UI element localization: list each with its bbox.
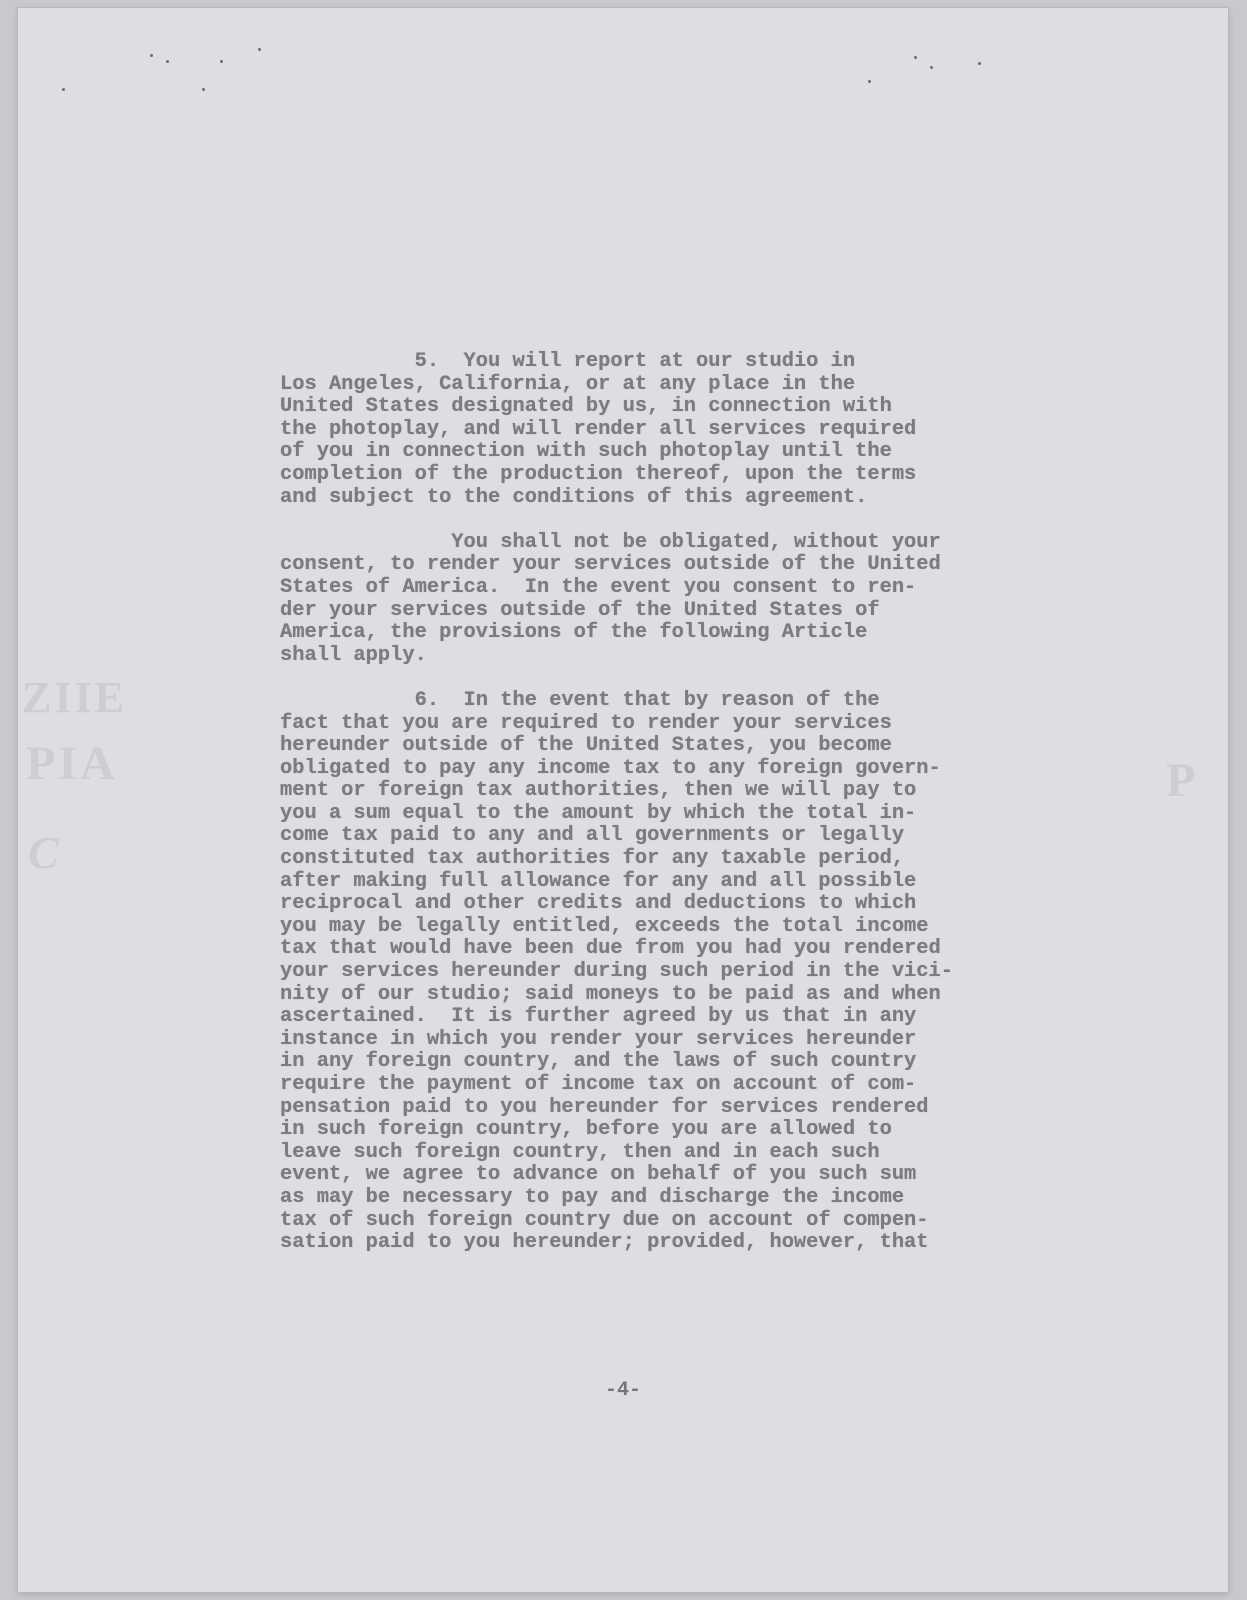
text-line: the photoplay, and will render all services required	[280, 417, 917, 441]
paper-speck	[150, 54, 153, 57]
paper-speck	[914, 56, 917, 59]
text-line: tax that would have been due from you had you rendered	[280, 937, 941, 961]
paper-speck	[202, 88, 205, 91]
text-line: in such foreign country, before you are allowed to	[280, 1118, 892, 1142]
text-line: constituted tax authorities for any taxable period,	[280, 847, 905, 871]
text-line: you a sum equal to the amount by which the total in-	[280, 801, 917, 825]
paper-speck	[868, 80, 871, 83]
text-line: Los Angeles, California, or at any place in the	[280, 372, 856, 396]
document-page	[18, 8, 1228, 1592]
page-number: -4-	[604, 1379, 641, 1402]
paragraph-5	[280, 350, 916, 509]
show-through-mark: ZIIE	[22, 673, 127, 722]
show-through-mark: P	[1166, 754, 1199, 807]
text-line: completion of the production thereof, upon the terms	[280, 462, 917, 486]
text-line: consent, to render your services outside of the United	[280, 553, 941, 577]
text-line: come tax paid to any and all governments or legally	[280, 824, 905, 848]
text-line: der your services outside of the United States of	[280, 598, 880, 622]
text-line: as may be necessary to pay and discharge the income	[280, 1185, 905, 1209]
text-line: You shall not be obligated, without your	[280, 530, 941, 554]
text-line: shall apply.	[280, 643, 427, 667]
text-line: tax of such foreign country due on account of compen-	[280, 1208, 929, 1232]
show-through-mark: PIA	[26, 737, 118, 790]
paragraph-5-continued	[280, 531, 941, 667]
text-line: 6. In the event that by reason of the	[280, 688, 880, 712]
text-line: hereunder outside of the United States, you become	[280, 734, 892, 758]
text-line: sation paid to you hereunder; provided, however, that	[280, 1231, 929, 1255]
text-line: fact that you are required to render your services	[280, 711, 892, 735]
text-line: America, the provisions of the following Article	[280, 621, 868, 645]
text-line: your services hereunder during such period in the vici-	[280, 960, 954, 984]
text-line: in any foreign country, and the laws of such country	[280, 1050, 917, 1074]
text-line: event, we agree to advance on behalf of you such sum	[280, 1163, 917, 1187]
text-line: require the payment of income tax on account of com-	[280, 1073, 917, 1096]
text-line: after making full allowance for any and all possible	[280, 869, 917, 893]
paper-speck	[166, 60, 169, 63]
text-line: leave such foreign country, then and in each such	[280, 1140, 880, 1164]
paper-speck	[930, 66, 933, 69]
text-line: 5. You will report at our studio in	[280, 350, 856, 373]
document-body	[280, 351, 1080, 1255]
text-line: nity of our studio; said moneys to be paid as and when	[280, 982, 941, 1006]
text-line: obligated to pay any income tax to any foreign govern-	[280, 756, 941, 780]
paper-speck	[220, 60, 223, 63]
paper-speck	[258, 48, 261, 51]
text-line: instance in which you render your services hereunder	[280, 1027, 917, 1051]
text-line: pensation paid to you hereunder for services rendered	[280, 1095, 929, 1119]
text-line: United States designated by us, in connection with	[280, 395, 892, 419]
paper-speck	[62, 88, 65, 91]
text-line: ascertained. It is further agreed by us that in any	[280, 1005, 917, 1029]
text-line: you may be legally entitled, exceeds the total income	[280, 914, 929, 938]
show-through-mark: C	[28, 827, 62, 878]
text-line: ment or foreign tax authorities, then we will pay to	[280, 779, 917, 803]
text-line: of you in connection with such photoplay until the	[280, 440, 892, 464]
text-line: and subject to the conditions of this agreement.	[280, 485, 868, 509]
paper-speck	[978, 62, 981, 65]
paragraph-6	[280, 689, 953, 1254]
text-line: States of America. In the event you consent to ren-	[280, 575, 917, 599]
text-line: reciprocal and other credits and deductions to which	[280, 892, 917, 916]
